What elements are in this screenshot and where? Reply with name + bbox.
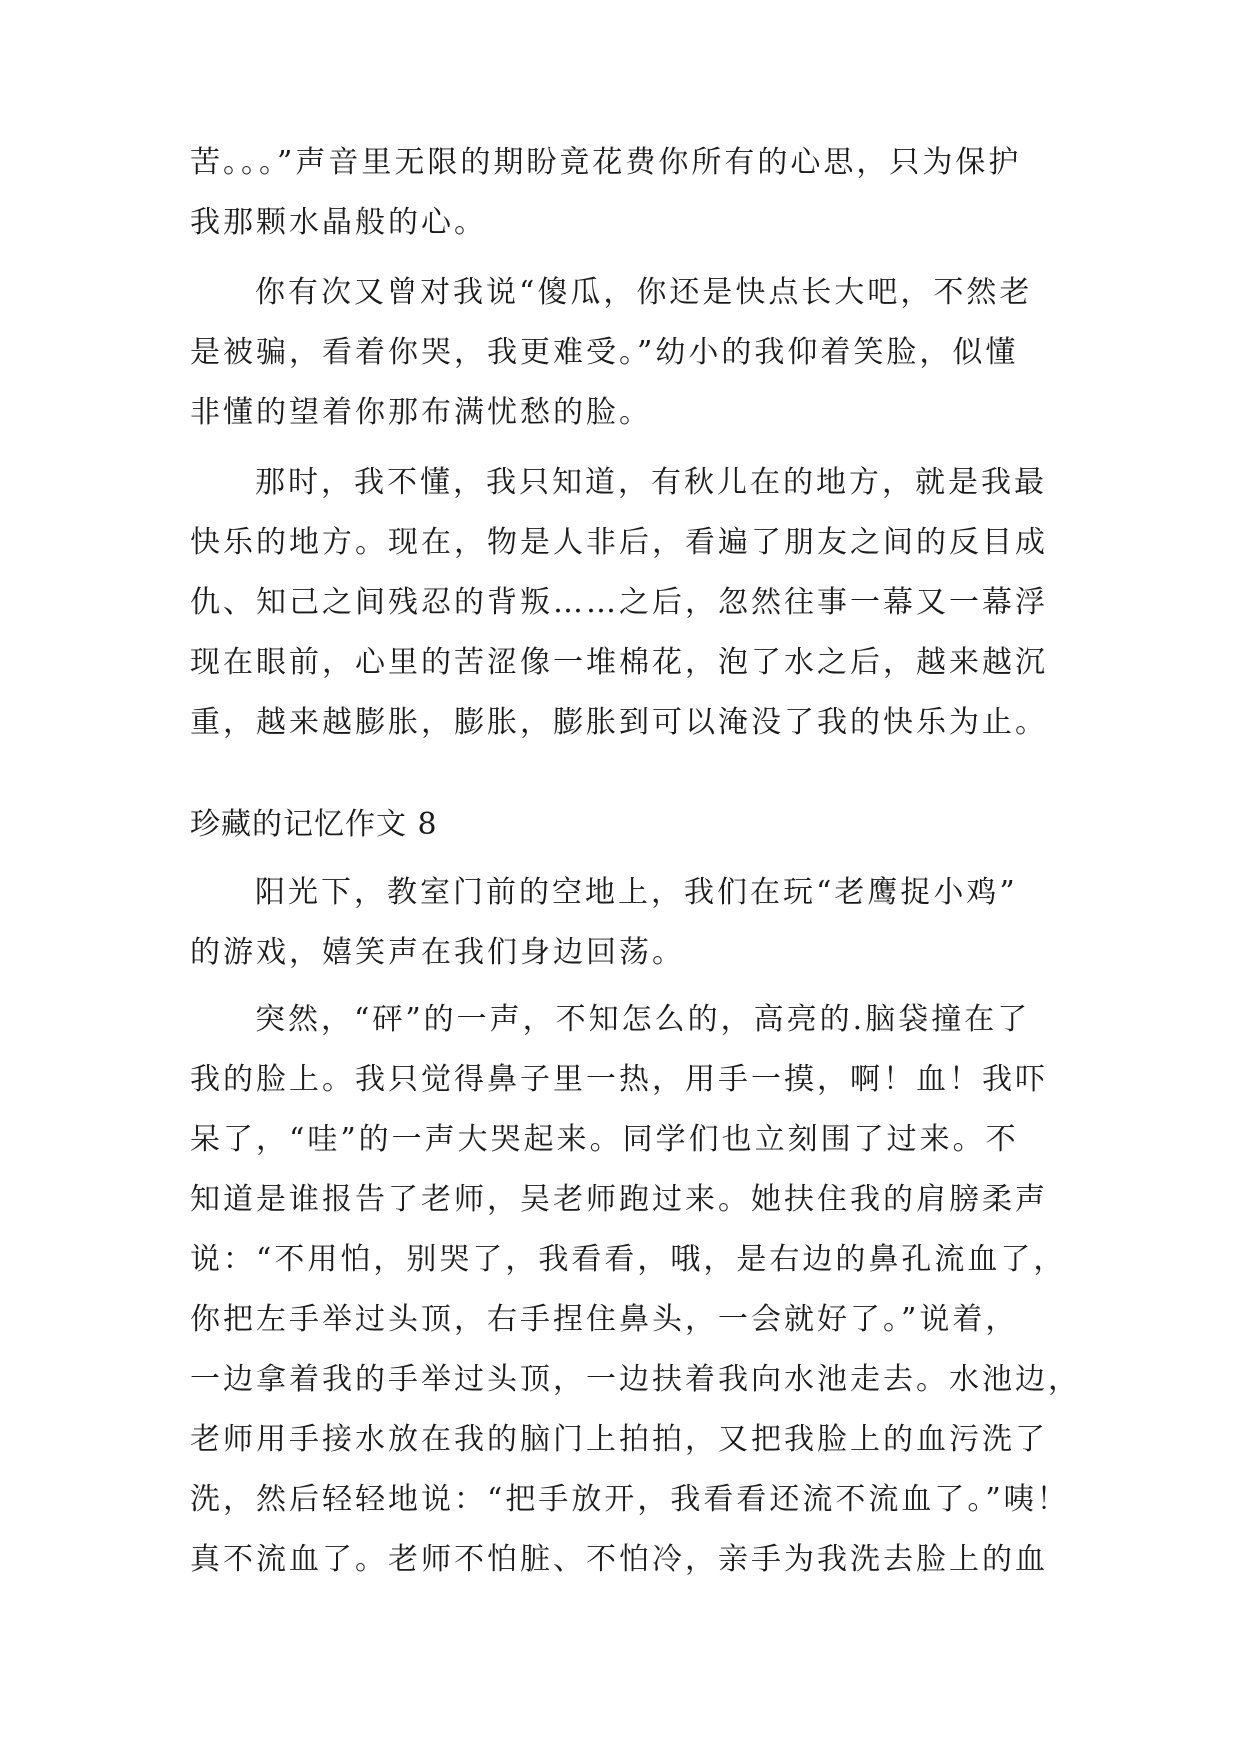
paragraph-line: 说：“不用怕，别哭了，我看看，哦，是右边的鼻孔流血了，: [190, 1242, 1067, 1277]
paragraph-line: 知道是谁报告了老师，吴老师跑过来。她扶住我的肩膀柔声: [190, 1182, 1048, 1217]
paragraph-line: 我的脸上。我只觉得鼻子里一热，用手一摸，啊！血！我吓: [190, 1062, 1048, 1097]
paragraph-line: 呆了，“哇”的一声大哭起来。同学们也立刻围了过来。不: [190, 1122, 1019, 1157]
paragraph-line: 那时，我不懂，我只知道，有秋儿在的地方，就是我最: [255, 465, 1047, 500]
paragraph-line: 重，越来越膨胀，膨胀，膨胀到可以淹没了我的快乐为止。: [190, 705, 1048, 740]
paragraph-line: 非懂的望着你那布满忧愁的脸。: [190, 395, 652, 430]
paragraph-line: 你有次又曾对我说“傻瓜，你还是快点长大吧，不然老: [255, 275, 1033, 310]
paragraph-line: 阳光下，教室门前的空地上，我们在玩“老鹰捉小鸡”: [255, 875, 1018, 910]
paragraph-line: 现在眼前，心里的苦涩像一堆棉花，泡了水之后，越来越沉: [190, 645, 1048, 680]
paragraph-line: 你把左手举过头顶，右手捏住鼻头，一会就好了。”说着，: [190, 1302, 1019, 1337]
paragraph-line: 突然，“砰”的一声，不知怎么的，高亮的.脑袋撞在了: [255, 1002, 1031, 1037]
paragraph-line: 仇、知己之间残忍的背叛……之后，忽然往事一幕又一幕浮: [190, 585, 1048, 620]
paragraph-line: 我那颗水晶般的心。: [190, 205, 487, 240]
paragraph-line: 老师用手接水放在我的脑门上拍拍，又把我脸上的血污洗了: [190, 1422, 1048, 1457]
paragraph-line: 的游戏，嬉笑声在我们身边回荡。: [190, 935, 685, 970]
paragraph-line: 洗，然后轻轻地说：“把手放开，我看看还流不流血了。”咦！: [190, 1482, 1070, 1517]
paragraph-line: 快乐的地方。现在，物是人非后，看遍了朋友之间的反目成: [190, 525, 1048, 560]
paragraph-line: 真不流血了。老师不怕脏、不怕冷，亲手为我洗去脸上的血: [190, 1542, 1048, 1577]
paragraph-line: 一边拿着我的手举过头顶，一边扶着我向水池走去。水池边，: [190, 1362, 1081, 1397]
paragraph-line: 是被骗，看着你哭，我更难受。”幼小的我仰着笑脸，似懂: [190, 335, 1019, 370]
paragraph-line: 苦。。。”声音里无限的期盼竟花费你所有的心思，只为保护: [190, 145, 1022, 180]
section-heading: 珍藏的记忆作文 8: [190, 807, 438, 842]
